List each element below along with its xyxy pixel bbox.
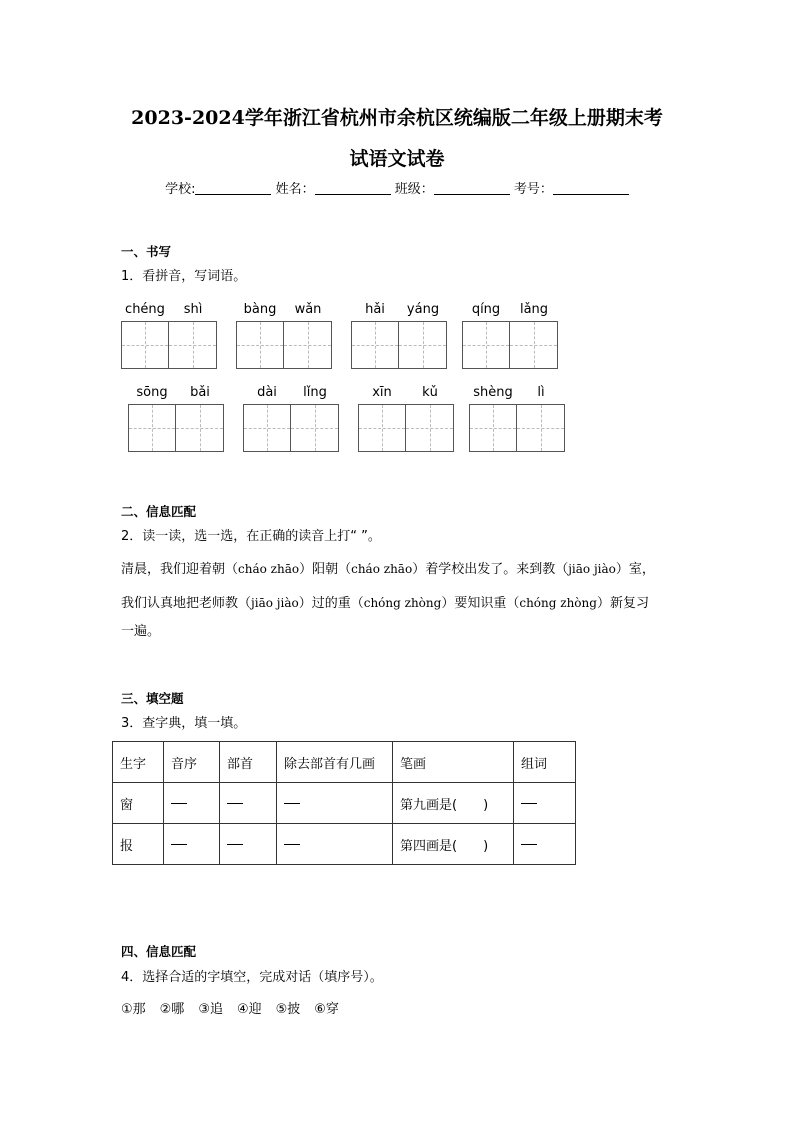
pinyin: bàng bbox=[243, 302, 277, 317]
text: ）阳朝（ bbox=[299, 562, 352, 577]
pinyin: yáng bbox=[406, 302, 440, 317]
character-cell: 报 bbox=[113, 824, 164, 865]
pinyin-choice[interactable]: jiāo jiào bbox=[251, 596, 299, 610]
writing-box[interactable] bbox=[406, 404, 454, 452]
table-header: 笔画 bbox=[393, 742, 514, 783]
text: 清晨，我们迎着朝（ bbox=[121, 562, 239, 577]
school-label: 学校: bbox=[165, 182, 196, 197]
table-row bbox=[113, 783, 576, 824]
table-header: 部首 bbox=[220, 742, 277, 783]
writing-box[interactable] bbox=[462, 321, 510, 369]
option: ②哪 bbox=[159, 1002, 185, 1017]
pinyin: sōng bbox=[136, 385, 168, 400]
student-info-line bbox=[0, 180, 794, 200]
writing-box[interactable] bbox=[510, 321, 558, 369]
pinyin-choice[interactable]: cháo zhāo bbox=[351, 562, 413, 576]
table-header: 音序 bbox=[164, 742, 220, 783]
dictionary-table bbox=[112, 741, 576, 865]
character-cell: 窗 bbox=[113, 783, 164, 824]
writing-box[interactable] bbox=[517, 404, 565, 452]
pinyin: dài bbox=[257, 385, 277, 400]
writing-box[interactable] bbox=[236, 321, 284, 369]
answer-cell[interactable] bbox=[277, 783, 393, 824]
exam-title-line1: 2023-2024学年浙江省杭州市余杭区统编版二年级上册期末考 bbox=[131, 107, 663, 129]
option: ①那 bbox=[121, 1002, 146, 1017]
writing-box[interactable] bbox=[176, 404, 224, 452]
option: ④迎 bbox=[236, 1002, 262, 1017]
reading-line-3: 一遍。 bbox=[121, 624, 161, 639]
option: ③追 bbox=[198, 1002, 223, 1017]
writing-box[interactable] bbox=[399, 321, 447, 369]
answer-cell[interactable] bbox=[514, 783, 576, 824]
option: ⑤披 bbox=[275, 1002, 301, 1017]
options-list bbox=[121, 1001, 353, 1019]
answer-cell[interactable] bbox=[220, 783, 277, 824]
pinyin: lì bbox=[537, 385, 545, 400]
name-blank[interactable] bbox=[315, 180, 391, 195]
table-header: 组词 bbox=[514, 742, 576, 783]
pinyin: chéng bbox=[125, 302, 165, 317]
section2-heading: 二、信息匹配 bbox=[121, 504, 197, 519]
section3-heading: 三、填空题 bbox=[121, 691, 184, 706]
question1-prompt: 1．看拼音，写词语。 bbox=[121, 269, 247, 284]
section1-heading: 一、书写 bbox=[121, 244, 172, 259]
question3-prompt: 3．查字典，填一填。 bbox=[121, 716, 247, 731]
pinyin-choice[interactable]: chóng zhòng bbox=[519, 596, 597, 610]
table-row bbox=[113, 824, 576, 865]
reading-line-1 bbox=[121, 554, 681, 585]
writing-box[interactable] bbox=[469, 404, 517, 452]
pinyin-choice[interactable]: cháo zhāo bbox=[238, 562, 300, 576]
text: ）过的重（ bbox=[298, 596, 364, 611]
answer-cell[interactable] bbox=[220, 824, 277, 865]
writing-box[interactable] bbox=[358, 404, 406, 452]
pinyin: bǎi bbox=[190, 385, 210, 400]
pinyin: kǔ bbox=[422, 385, 438, 400]
pinyin: lǎng bbox=[519, 302, 549, 317]
writing-box[interactable] bbox=[169, 321, 217, 369]
table-header-row bbox=[113, 742, 576, 783]
text: ）要知识重（ bbox=[441, 596, 520, 611]
table-header: 除去部首有几画 bbox=[277, 742, 393, 783]
name-label: 姓名： bbox=[275, 182, 315, 197]
exam-no-blank[interactable] bbox=[553, 180, 629, 195]
pinyin: shèng bbox=[473, 385, 513, 400]
pinyin: xīn bbox=[372, 385, 392, 400]
class-blank[interactable] bbox=[434, 180, 510, 195]
pinyin: wǎn bbox=[294, 302, 322, 317]
text: ）新复习 bbox=[596, 596, 649, 611]
section4-heading: 四、信息匹配 bbox=[121, 944, 197, 959]
pinyin: qíng bbox=[471, 302, 501, 317]
stroke-cell[interactable]: 第四画是( ) bbox=[393, 824, 514, 865]
school-blank[interactable] bbox=[195, 180, 271, 195]
answer-cell[interactable] bbox=[277, 824, 393, 865]
question4-prompt: 4．选择合适的字填空，完成对话（填序号）。 bbox=[121, 970, 383, 985]
exam-no-label: 考号： bbox=[513, 182, 553, 197]
text: ）着学校出发了。来到教（ bbox=[412, 562, 569, 577]
answer-cell[interactable] bbox=[164, 824, 220, 865]
pinyin: lǐng bbox=[303, 385, 327, 400]
writing-box[interactable] bbox=[121, 321, 169, 369]
table-header: 生字 bbox=[113, 742, 164, 783]
writing-box[interactable] bbox=[351, 321, 399, 369]
writing-box[interactable] bbox=[284, 321, 332, 369]
pinyin: hǎi bbox=[365, 302, 385, 317]
answer-cell[interactable] bbox=[164, 783, 220, 824]
text: 我们认真地把老师教（ bbox=[121, 596, 252, 611]
answer-cell[interactable] bbox=[514, 824, 576, 865]
text: ）室， bbox=[615, 562, 655, 577]
writing-box[interactable] bbox=[128, 404, 176, 452]
option: ⑥穿 bbox=[314, 1002, 339, 1017]
pinyin-choice[interactable]: jiāo jiào bbox=[568, 562, 616, 576]
exam-title-line2: 试语文试卷 bbox=[349, 148, 445, 170]
writing-box[interactable] bbox=[243, 404, 291, 452]
question2-prompt: 2．读一读，选一选，在正确的读音上打“ ”。 bbox=[121, 529, 381, 544]
class-label: 班级： bbox=[394, 182, 434, 197]
writing-box[interactable] bbox=[291, 404, 339, 452]
pinyin: shì bbox=[183, 302, 203, 317]
reading-line-2 bbox=[121, 588, 681, 619]
stroke-cell[interactable]: 第九画是( ) bbox=[393, 783, 514, 824]
pinyin-choice[interactable]: chóng zhòng bbox=[363, 596, 442, 610]
